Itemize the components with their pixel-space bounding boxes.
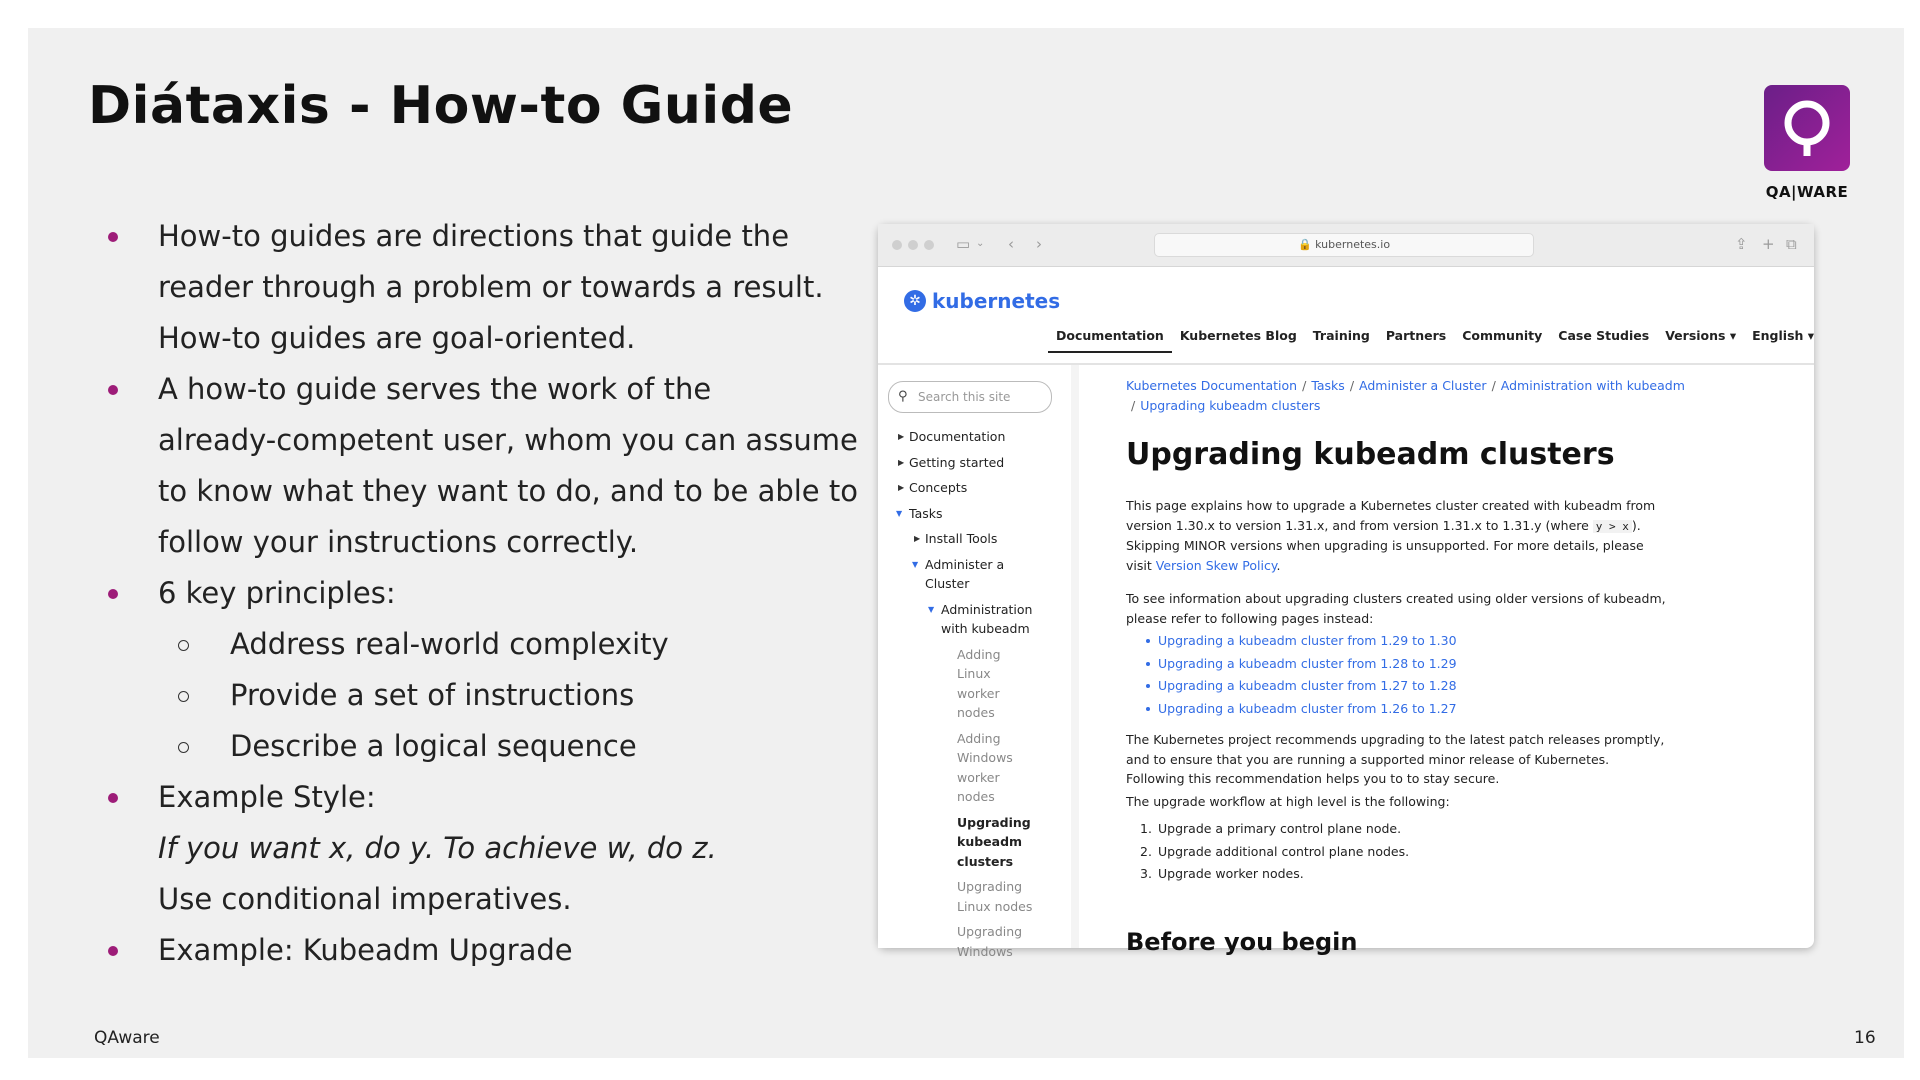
footer-company: QAware	[94, 1028, 160, 1048]
sidebar-toggle-icon[interactable]: ▭	[956, 235, 971, 253]
older-versions-paragraph: To see information about upgrading clusters created using older versions of kubeadm, please refer to following pages instead:	[1126, 591, 1666, 626]
inline-code: y > x	[1593, 520, 1632, 533]
list-item-link[interactable]: Upgrading a kubeadm cluster from 1.26 to 1.27	[1146, 698, 1646, 721]
breadcrumb-link[interactable]: Upgrading kubeadm clusters	[1140, 398, 1321, 413]
site-nav	[1048, 323, 1822, 353]
section-heading: Before you begin	[1126, 928, 1358, 956]
search-icon: ⚲	[898, 389, 908, 404]
address-bar[interactable]	[1154, 233, 1534, 257]
bullet-item: Example Style:	[98, 772, 898, 823]
bullet-text: How-to guides are directions that guide the	[158, 219, 790, 253]
example-style-italic: If you want x, do y. To achieve w, do z.	[158, 831, 717, 865]
sidebar-item-getting-started[interactable]: ▶ Getting started	[878, 453, 1068, 473]
bullet-text: A how-to guide serves the work of the	[158, 372, 712, 406]
sub-bullet-item: Address real-world complexity	[98, 619, 898, 670]
window-close-button[interactable]	[892, 240, 902, 250]
version-skew-link[interactable]: Version Skew Policy	[1155, 557, 1277, 573]
caret-right-icon: ▶	[914, 534, 921, 543]
new-tab-icon[interactable]: +	[1762, 235, 1775, 253]
sidebar-item-upgrading-linux[interactable]: Upgrading Linux nodes	[957, 879, 1033, 914]
list-item: 1. Upgrade a primary control plane node.	[1140, 821, 1402, 836]
nav-language[interactable]: English ▾	[1752, 328, 1815, 343]
breadcrumb: Kubernetes Documentation / Tasks / Administer a Cluster / Administration with kubeadm / Upgrading kubeadm clusters	[1126, 378, 1685, 413]
sidebar-item-tasks[interactable]: ▼ Tasks	[878, 504, 1068, 524]
caret-down-icon: ▼	[896, 508, 903, 518]
nav-versions[interactable]: Versions ▾	[1665, 328, 1737, 343]
nav-partners[interactable]: Partners	[1385, 328, 1447, 343]
caret-down-icon: ▼	[928, 604, 935, 614]
docs-sidebar	[878, 365, 1079, 959]
search-input[interactable]	[888, 381, 1052, 413]
search-placeholder: Search this site	[918, 390, 1011, 404]
qaware-logo	[1757, 85, 1857, 201]
sidebar-item-adding-linux-nodes[interactable]: Adding Linux worker nodes	[957, 646, 1001, 720]
bullet-item: 6 key principles:	[98, 568, 898, 619]
site-header	[878, 267, 1814, 365]
caret-down-icon: ▼	[912, 559, 919, 569]
lock-icon: 🔒	[1297, 238, 1312, 251]
sidebar-item-install-tools[interactable]: ▶ Install Tools	[878, 529, 1068, 549]
site-name: kubernetes	[932, 289, 1061, 313]
sidebar-item-documentation[interactable]: ▶ Documentation	[878, 427, 1068, 447]
bullet-item	[98, 364, 898, 568]
page-number: 16	[1854, 1028, 1876, 1048]
bullet-text: to know what they want to do, and to be able to	[158, 474, 858, 508]
nav-community[interactable]: Community	[1462, 328, 1543, 343]
sidebar-item-concepts[interactable]: ▶ Concepts	[878, 478, 1068, 498]
bullet-item: Example: Kubeadm Upgrade	[98, 925, 898, 976]
bullet-text: already-competent user, whom you can assume	[158, 423, 858, 457]
share-icon[interactable]: ⇪	[1735, 235, 1748, 253]
breadcrumb-link[interactable]: Kubernetes Documentation	[1126, 378, 1298, 393]
helm-wheel-icon: ✲	[904, 290, 926, 312]
tab-overview-icon[interactable]: ⧉	[1786, 235, 1797, 253]
browser-window-screenshot	[878, 224, 1815, 959]
example-style-note: Use conditional imperatives.	[158, 882, 572, 916]
caret-right-icon: ▶	[898, 457, 905, 467]
intro-paragraph: This page explains how to upgrade a Kubernetes cluster created with kubeadm from version 1.30.x to version 1.31.x, and from version 1.31.x to 1.31.y (where y > x ). Skipping MINOR versions when upgrading is unsupported. For more details, please visit Version Skew Policy.	[1126, 498, 1656, 573]
nav-case-studies[interactable]: Case Studies	[1558, 328, 1650, 343]
breadcrumb-link[interactable]: Tasks	[1311, 378, 1345, 393]
sidebar-item-adding-windows-nodes[interactable]: Adding Windows worker nodes	[957, 730, 1013, 804]
slide-title: Diátaxis - How-to Guide	[88, 76, 794, 136]
list-item: 2. Upgrade additional control plane nodes.	[1140, 843, 1410, 859]
window-minimize-button[interactable]	[908, 240, 918, 250]
nav-documentation[interactable]: Documentation	[1048, 323, 1172, 353]
caret-right-icon: ▶	[898, 432, 905, 441]
sub-bullet-item: Provide a set of instructions	[98, 670, 898, 721]
qaware-logo-icon	[1764, 85, 1850, 171]
logo-text: QA|WARE	[1765, 183, 1849, 201]
chevron-down-icon[interactable]: ⌄	[976, 238, 985, 249]
bullet-item	[98, 211, 898, 364]
list-item-link[interactable]: Upgrading a kubeadm cluster from 1.28 to 1.29	[1146, 653, 1646, 676]
page-title: Upgrading kubeadm clusters	[1126, 437, 1615, 472]
sidebar-item-upgrading-kubeadm[interactable]: Upgrading kubeadm clusters	[957, 814, 1031, 869]
kubernetes-logo[interactable]	[904, 289, 1060, 313]
bullet-text: reader through a problem or towards a result.	[158, 270, 824, 304]
docs-tree	[878, 427, 1068, 967]
nav-blog[interactable]: Kubernetes Blog	[1179, 328, 1297, 343]
window-zoom-button[interactable]	[924, 240, 934, 250]
list-item-link[interactable]: Upgrading a kubeadm cluster from 1.27 to 1.28	[1146, 675, 1646, 698]
breadcrumb-link[interactable]: Administration with kubeadm	[1500, 378, 1685, 393]
forward-icon[interactable]: ›	[1036, 235, 1042, 253]
older-versions-list	[1146, 630, 1646, 720]
workflow-steps	[1140, 818, 1640, 886]
sidebar-item-upgrading-windows[interactable]: Upgrading Windows	[957, 924, 1023, 959]
list-item-link[interactable]: Upgrading a kubeadm cluster from 1.29 to 1.30	[1146, 630, 1646, 653]
caret-right-icon: ▶	[898, 483, 905, 492]
bullet-text: follow your instructions correctly.	[158, 525, 639, 559]
sidebar-item-administration-kubeadm[interactable]: ▼ Administration with kubeadm	[928, 601, 1033, 636]
bullet-text: How-to guides are goal-oriented.	[158, 321, 636, 355]
browser-toolbar	[878, 224, 1814, 267]
back-icon[interactable]: ‹	[1008, 235, 1014, 253]
recommendation-paragraph: The Kubernetes project recommends upgrading to the latest patch releases promptly, and to ensure that you are running a supported minor release of Kubernetes. Following this recommendation helps you to to stay secure.	[1126, 732, 1665, 786]
url-text: kubernetes.io	[1315, 238, 1391, 251]
sub-bullet-item: Describe a logical sequence	[98, 721, 898, 772]
nav-training[interactable]: Training	[1312, 328, 1370, 343]
list-item: 3. Upgrade worker nodes.	[1140, 866, 1304, 881]
sidebar-item-administer-cluster[interactable]: ▼ Administer a Cluster	[912, 556, 1005, 591]
breadcrumb-link[interactable]: Administer a Cluster	[1359, 378, 1487, 393]
bullet-list	[98, 211, 898, 976]
workflow-intro: The upgrade workflow at high level is the following:	[1126, 794, 1450, 809]
